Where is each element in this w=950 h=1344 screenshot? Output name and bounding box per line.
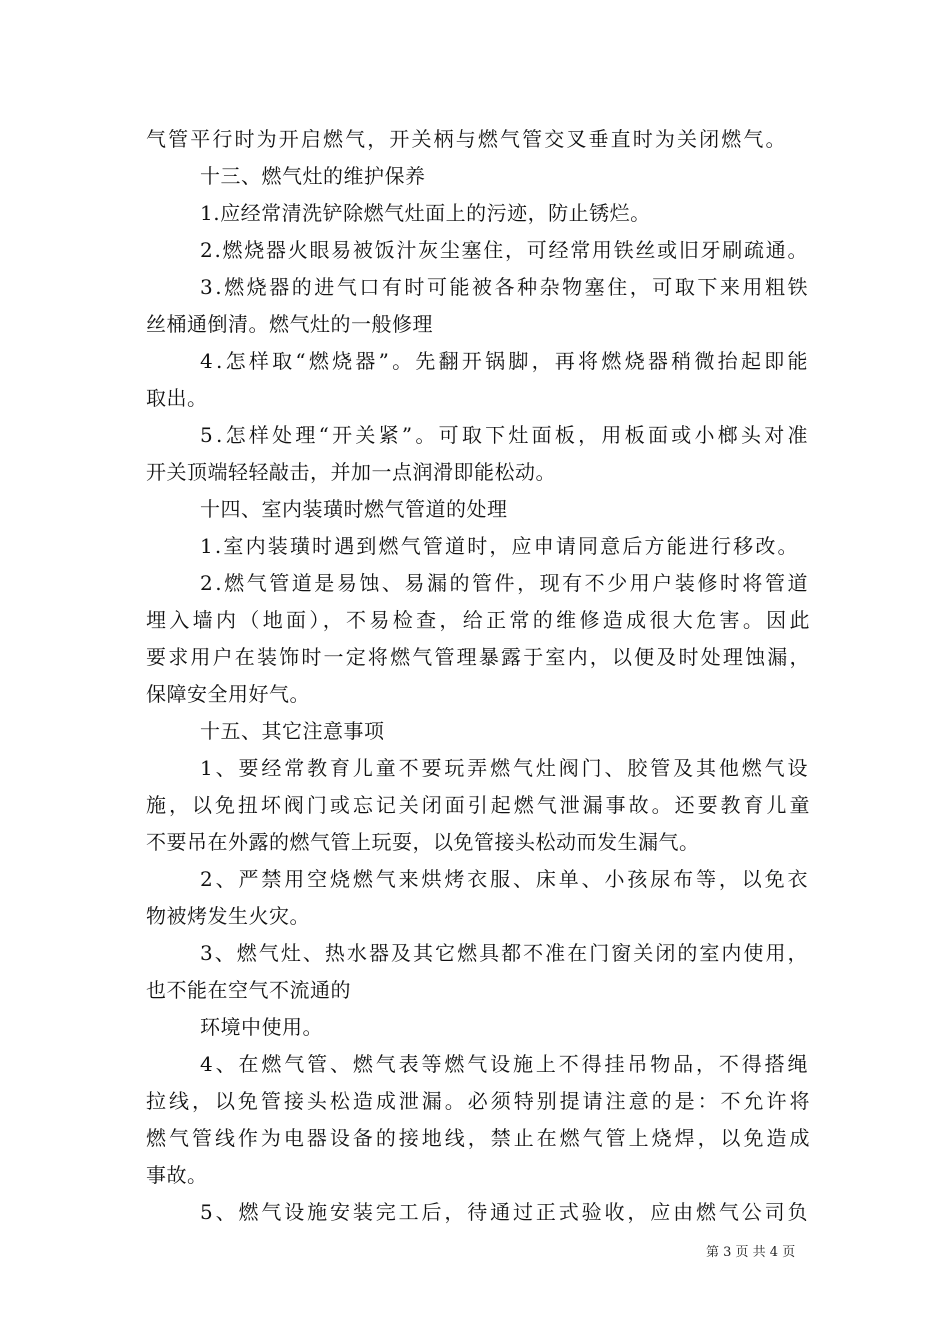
text-line: 事故。 [146, 1163, 208, 1187]
text-line: 2.燃气管道是易蚀、易漏的管件，现有不少用户装修时将管道 [200, 571, 811, 595]
text-line: 十三、燃气灶的维护保养 [200, 164, 426, 188]
text-line: 1.应经常清洗铲除燃气灶面上的污迹，防止锈烂。 [200, 201, 651, 225]
text-line: 环境中使用。 [200, 1015, 323, 1039]
text-line: 拉线，以免管接头松造成泄漏。必须特别提请注意的是：不允许将 [146, 1089, 813, 1113]
text-line: 1.室内装璜时遇到燃气管道时，应申请同意后方能进行移改。 [200, 534, 800, 558]
text-line: 施，以免扭坏阀门或忘记关闭面引起燃气泄漏事故。还要教育儿童 [146, 793, 813, 817]
text-line: 3.燃烧器的进气口有时可能被各种杂物塞住，可取下来用粗铁 [200, 275, 811, 299]
text-line: 1、要经常教育儿童不要玩弄燃气灶阀门、胶管及其他燃气设 [200, 756, 811, 780]
text-line: 4、在燃气管、燃气表等燃气设施上不得挂吊物品，不得搭绳 [200, 1052, 811, 1076]
text-line: 开关顶端轻轻敲击，并加一点润滑即能松动。 [146, 460, 556, 484]
text-line: 保障安全用好气。 [146, 682, 310, 706]
text-line: 燃气管线作为电器设备的接地线，禁止在燃气管上烧焊，以免造成 [146, 1126, 813, 1150]
page-footer: 第 3 页 共 4 页 [706, 1245, 796, 1260]
text-line: 十四、室内装璜时燃气管道的处理 [200, 497, 508, 521]
text-line: 气管平行时为开启燃气，开关柄与燃气管交叉垂直时为关闭燃气。 [146, 127, 788, 151]
text-line: 2.燃烧器火眼易被饭汁灰尘塞住，可经常用铁丝或旧牙刷疏通。 [200, 238, 810, 262]
text-line: 也不能在空气不流通的 [146, 978, 351, 1002]
text-line: 5.怎样处理“开关紧”。可取下灶面板，用板面或小榔头对准 [200, 423, 811, 447]
text-line: 不要吊在外露的燃气管上玩耍，以免管接头松动而发生漏气。 [146, 830, 700, 854]
text-line: 要求用户在装饰时一定将燃气管理暴露于室内，以便及时处理蚀漏， [146, 645, 812, 669]
text-line: 取出。 [146, 386, 208, 410]
text-line: 5、燃气设施安装完工后，待通过正式验收，应由燃气公司负 [200, 1200, 811, 1224]
text-line: 埋入墙内（地面），不易检查，给正常的维修造成很大危害。因此 [146, 608, 813, 632]
text-line: 物被烤发生火灾。 [146, 904, 310, 928]
text-line: 2、严禁用空烧燃气来烘烤衣服、床单、小孩尿布等，以免衣 [200, 867, 811, 891]
text-line: 4.怎样取“燃烧器”。先翻开锅脚，再将燃烧器稍微抬起即能 [200, 349, 811, 373]
text-line: 丝桶通倒清。燃气灶的一般修理 [146, 312, 433, 336]
text-line: 3、燃气灶、热水器及其它燃具都不准在门窗关闭的室内使用， [200, 941, 810, 965]
text-line: 十五、其它注意事项 [200, 719, 385, 743]
